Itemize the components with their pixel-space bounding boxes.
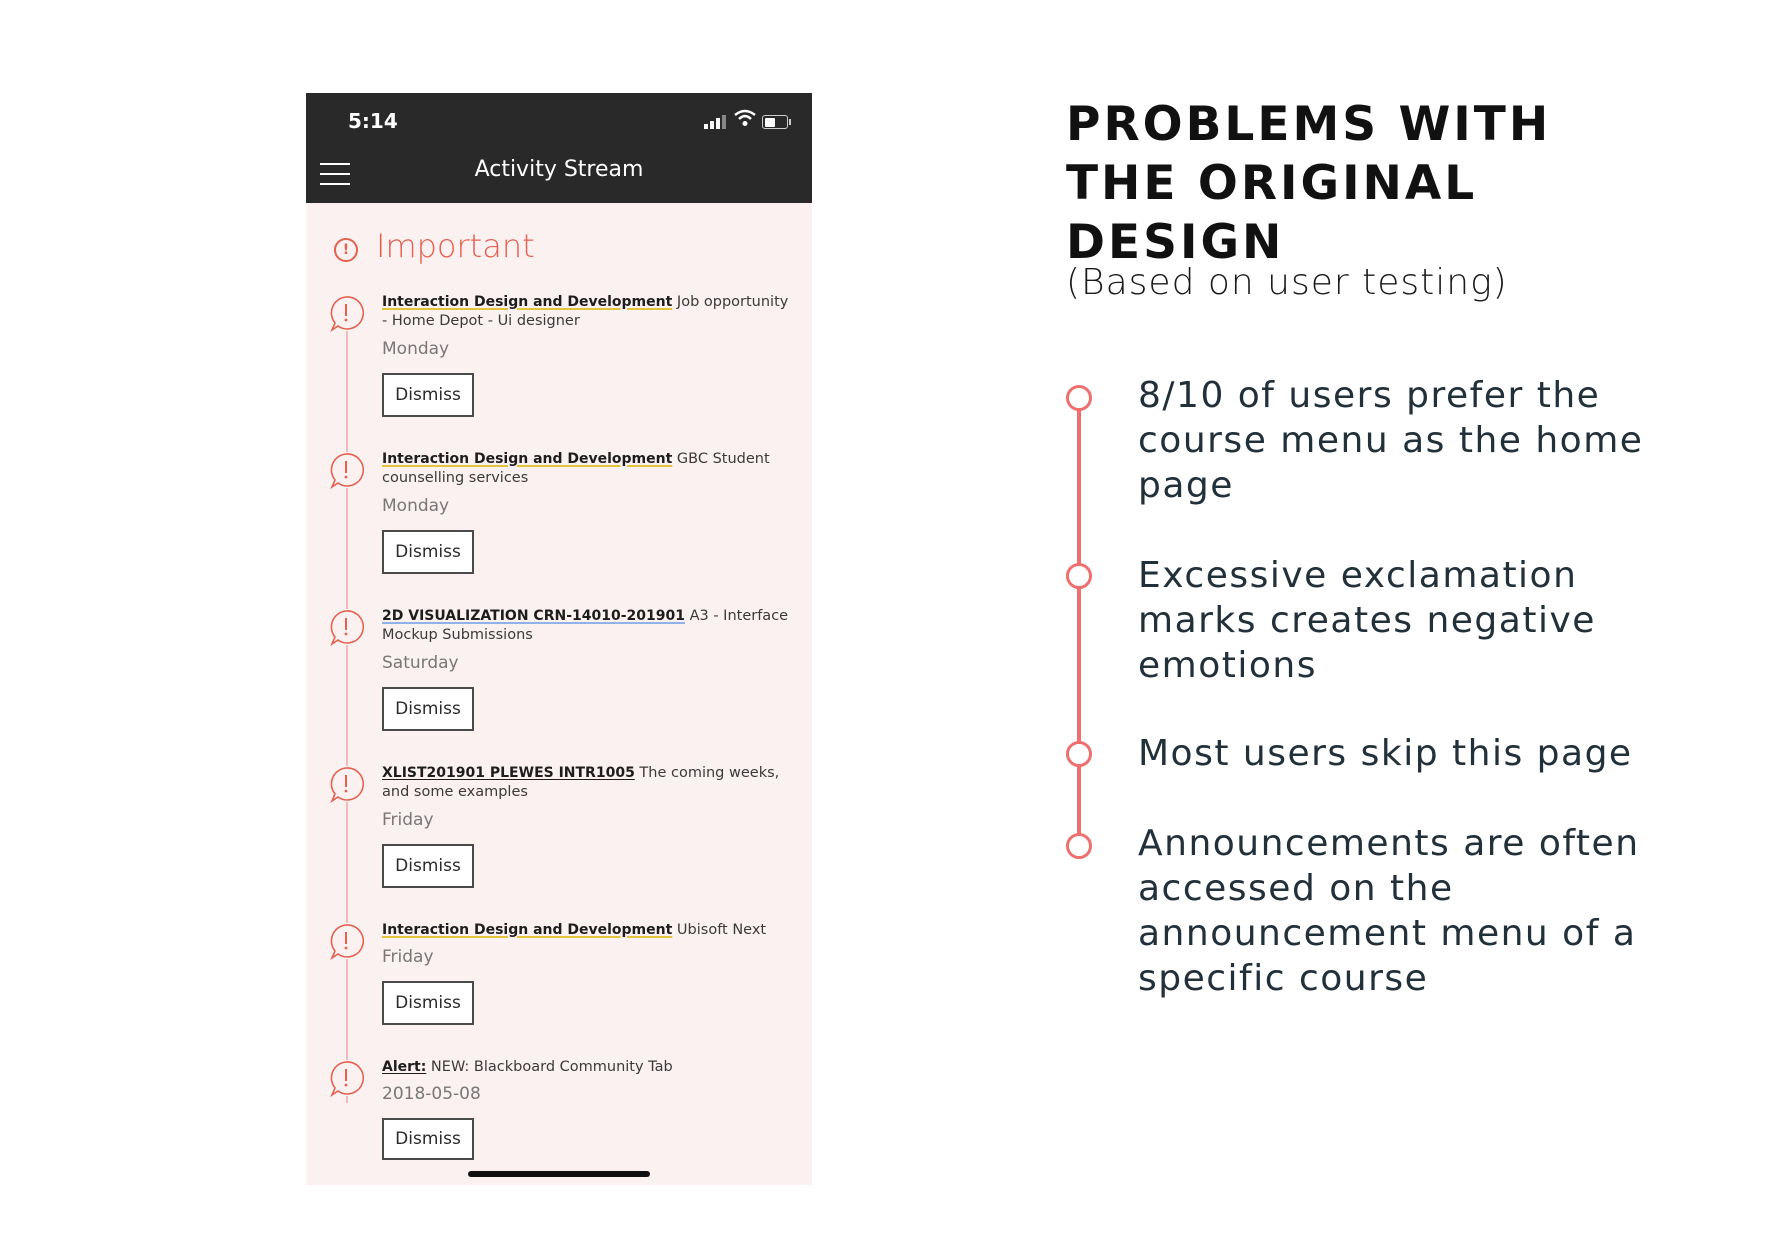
item-message: NEW: Blackboard Community Tab — [426, 1059, 673, 1075]
item-text — [382, 607, 792, 645]
bullet-text: Announcements are often accessed on the announcement menu of a specific course — [1138, 823, 1640, 999]
item-date: Saturday — [382, 653, 459, 673]
item-text — [382, 293, 792, 331]
status-bar — [306, 93, 812, 203]
battery-icon — [762, 115, 792, 129]
course-link[interactable]: Interaction Design and Development — [382, 451, 673, 467]
item-date: 2018-05-08 — [382, 1084, 481, 1104]
section-title: Important — [376, 227, 535, 265]
item-message: Job opportunity - Home Depot - Ui designer — [382, 294, 789, 329]
heading-line: THE ORIGINAL — [1066, 156, 1478, 211]
nav-title: Activity Stream — [474, 157, 644, 182]
course-link[interactable]: XLIST201901 PLEWES INTR1005 — [382, 765, 635, 781]
bullet-text: Most users skip this page — [1138, 733, 1633, 774]
item-date: Monday — [382, 496, 450, 516]
course-link[interactable]: Interaction Design and Development — [382, 294, 673, 310]
item-text — [382, 1058, 792, 1077]
item-date: Friday — [382, 810, 434, 830]
alert-bubble-icon — [328, 295, 364, 331]
dismiss-button[interactable]: Dismiss — [382, 1118, 474, 1160]
dismiss-button[interactable]: Dismiss — [382, 844, 474, 888]
dismiss-button[interactable]: Dismiss — [382, 981, 474, 1025]
bullet-timeline-line — [1077, 398, 1081, 846]
item-message: GBC Student counselling services — [382, 451, 770, 486]
alert-bubble-icon — [328, 609, 364, 645]
item-text — [382, 921, 792, 940]
bullet-text: Excessive exclamation marks creates negative emotions — [1138, 555, 1596, 686]
item-date: Friday — [382, 947, 434, 967]
bullet-dot — [1066, 385, 1092, 411]
item-message: Ubisoft Next — [672, 922, 767, 938]
home-indicator — [468, 1171, 650, 1177]
signal-icon — [704, 115, 726, 129]
timeline-line — [346, 323, 348, 1103]
dismiss-button[interactable]: Dismiss — [382, 373, 474, 417]
alert-circle-icon: ! — [334, 238, 358, 262]
dismiss-button[interactable]: Dismiss — [382, 687, 474, 731]
item-text — [382, 764, 792, 802]
bullet-dot — [1066, 563, 1092, 589]
bullet-text: 8/10 of users prefer the course menu as the home page — [1138, 375, 1644, 506]
alert-bubble-icon — [328, 452, 364, 488]
slide-heading — [1066, 95, 1626, 272]
bullet-dot — [1066, 833, 1092, 859]
slide-subheading: (Based on user testing) — [1066, 262, 1508, 303]
phone-screenshot — [306, 93, 812, 1185]
alert-link[interactable]: Alert: — [382, 1059, 427, 1075]
dismiss-button[interactable]: Dismiss — [382, 530, 474, 574]
alert-bubble-icon — [328, 923, 364, 959]
status-time: 5:14 — [348, 109, 398, 133]
item-message: The coming weeks, and some examples — [382, 765, 780, 800]
alert-bubble-icon — [328, 1060, 364, 1096]
item-message: A3 - Interface Mockup Submissions — [382, 608, 789, 643]
heading-line: DESIGN — [1066, 215, 1285, 270]
course-link[interactable]: Interaction Design and Development — [382, 922, 673, 938]
item-date: Monday — [382, 339, 450, 359]
item-text — [382, 450, 792, 488]
heading-line: PROBLEMS WITH — [1066, 97, 1552, 152]
course-link[interactable]: 2D VISUALIZATION CRN-14010-201901 — [382, 608, 685, 624]
bullet-dot — [1066, 741, 1092, 767]
alert-bubble-icon — [328, 766, 364, 802]
wifi-icon — [734, 109, 756, 129]
